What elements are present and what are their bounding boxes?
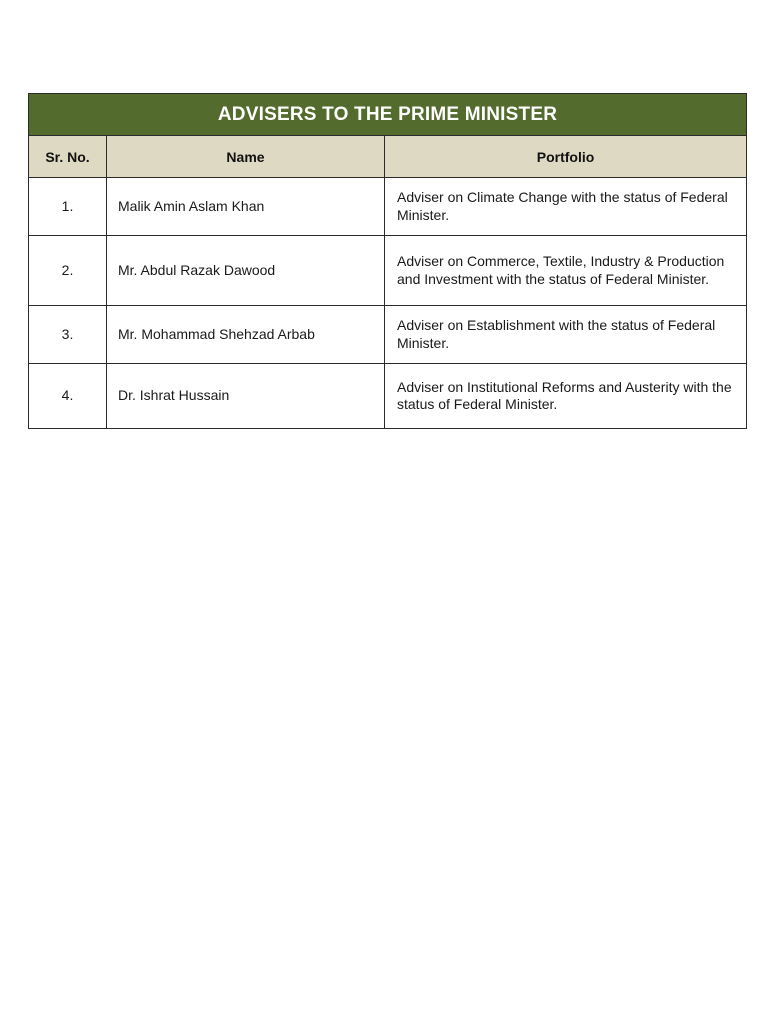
portfolio-cell: Adviser on Commerce, Textile, Industry & Production and Investment with the status of Federal Minister. <box>385 236 747 306</box>
table-row <box>29 178 747 236</box>
sr-no-cell: 3. <box>29 306 107 364</box>
column-header-sr-no: Sr. No. <box>29 136 107 178</box>
sr-no-cell: 2. <box>29 236 107 306</box>
portfolio-cell: Adviser on Climate Change with the status of Federal Minister. <box>385 178 747 236</box>
portfolio-cell: Adviser on Establishment with the status of Federal Minister. <box>385 306 747 364</box>
name-cell: Malik Amin Aslam Khan <box>107 178 385 236</box>
name-cell: Dr. Ishrat Hussain <box>107 364 385 429</box>
column-header-name: Name <box>107 136 385 178</box>
table-row <box>29 364 747 429</box>
table-row <box>29 236 747 306</box>
portfolio-cell: Adviser on Institutional Reforms and Austerity with the status of Federal Minister. <box>385 364 747 429</box>
table-title-row <box>29 94 747 136</box>
sr-no-cell: 1. <box>29 178 107 236</box>
table-header-row <box>29 136 747 178</box>
sr-no-cell: 4. <box>29 364 107 429</box>
name-cell: Mr. Abdul Razak Dawood <box>107 236 385 306</box>
name-cell: Mr. Mohammad Shehzad Arbab <box>107 306 385 364</box>
table-row <box>29 306 747 364</box>
advisers-table <box>28 93 747 429</box>
column-header-portfolio: Portfolio <box>385 136 747 178</box>
table-title: ADVISERS TO THE PRIME MINISTER <box>29 94 747 136</box>
